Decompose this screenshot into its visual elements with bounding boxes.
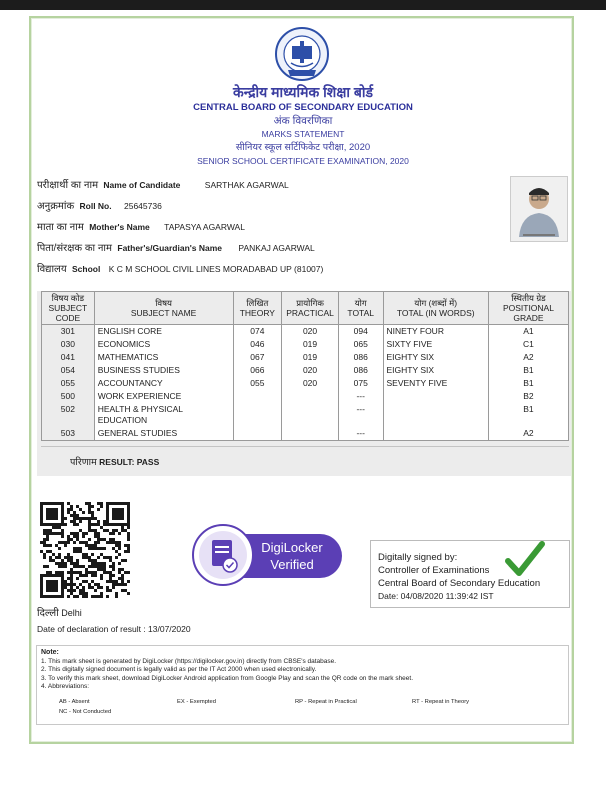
header-english: TOTAL bbox=[347, 308, 375, 318]
notes-box bbox=[36, 645, 569, 725]
theory-marks: 046 bbox=[233, 338, 282, 351]
theory-marks: 067 bbox=[233, 351, 282, 364]
subject-name: ECONOMICS bbox=[94, 338, 233, 351]
father-name-row bbox=[37, 240, 315, 254]
mother-value: TAPASYA AGARWAL bbox=[164, 222, 245, 232]
theory-marks: 055 bbox=[233, 377, 282, 390]
roll-label: Roll No. bbox=[79, 201, 112, 211]
theory-marks bbox=[233, 390, 282, 403]
positional-grade: B1 bbox=[488, 403, 568, 427]
total-marks: 086 bbox=[338, 351, 383, 364]
note-item: 4. Abbreviations: bbox=[41, 683, 90, 691]
candidate-photo bbox=[510, 176, 568, 242]
subject-name: ACCOUNTANCY bbox=[94, 377, 233, 390]
total-marks: --- bbox=[338, 427, 383, 441]
board-name: CENTRAL BOARD OF SECONDARY EDUCATION bbox=[193, 102, 413, 113]
header-hindi: योग (शब्दों में) bbox=[414, 298, 458, 308]
practical-marks: 020 bbox=[282, 325, 339, 339]
theory-marks bbox=[233, 403, 282, 427]
subject-code: 500 bbox=[42, 390, 95, 403]
marksheet-title-hindi: अंक विवरणिका bbox=[273, 115, 333, 127]
abbreviation: NC - Not Conducted bbox=[59, 709, 112, 715]
total-marks: --- bbox=[338, 403, 383, 427]
header-practical bbox=[282, 292, 339, 325]
header-grade bbox=[488, 292, 568, 325]
total-marks: 075 bbox=[338, 377, 383, 390]
total-in-words bbox=[383, 390, 488, 403]
table-row bbox=[42, 403, 569, 427]
header-hindi: योग bbox=[354, 298, 367, 308]
candidate-name-label-hindi: परीक्षार्थी का नाम bbox=[37, 180, 99, 191]
mother-name-row bbox=[37, 219, 245, 233]
subject-code: 041 bbox=[42, 351, 95, 364]
total-in-words: EIGHTY SIX bbox=[383, 364, 488, 377]
total-marks: 065 bbox=[338, 338, 383, 351]
abbreviation: RT - Repeat in Theory bbox=[412, 699, 470, 705]
header-hindi: विषय कोड bbox=[51, 293, 85, 303]
header-words bbox=[383, 292, 488, 325]
abbreviation: AB - Absent bbox=[59, 699, 90, 705]
candidate-name-value: SARTHAK AGARWAL bbox=[204, 180, 289, 190]
positional-grade: B1 bbox=[488, 364, 568, 377]
note-item: 1. This mark sheet is generated by DigiLocker (https://digilocker.gov.in) directly from CBSE's database. bbox=[41, 657, 337, 665]
positional-grade: A1 bbox=[488, 325, 568, 339]
header-english: POSITIONAL GRADE bbox=[502, 303, 554, 323]
header-english: SUBJECT CODE bbox=[48, 303, 88, 323]
total-marks: 086 bbox=[338, 364, 383, 377]
roll-number-row bbox=[37, 198, 162, 212]
subject-name: ENGLISH CORE bbox=[94, 325, 233, 339]
practical-marks bbox=[282, 427, 339, 441]
place-hindi: दिल्ली bbox=[37, 608, 59, 619]
positional-grade: A2 bbox=[488, 351, 568, 364]
total-in-words: SEVENTY FIVE bbox=[383, 377, 488, 390]
positional-grade: B2 bbox=[488, 390, 568, 403]
mother-label-hindi: माता का नाम bbox=[37, 222, 84, 233]
header-hindi: स्थितीय ग्रेड bbox=[511, 293, 546, 303]
place-english: Delhi bbox=[61, 608, 82, 618]
signature-line-2: Controller of Examinations bbox=[378, 565, 490, 576]
table-row bbox=[42, 351, 569, 364]
digilocker-label: DigiLocker bbox=[261, 540, 323, 555]
table-row bbox=[42, 325, 569, 339]
school-label: School bbox=[72, 264, 101, 274]
table-row bbox=[42, 377, 569, 390]
note-item: 3. To verify this mark sheet, download DigiLocker Android application from Google Play and scan the QR code on the mark sheet. bbox=[41, 674, 414, 682]
exam-title: SENIOR SCHOOL CERTIFICATE EXAMINATION, 2020 bbox=[197, 156, 409, 166]
subject-code: 301 bbox=[42, 325, 95, 339]
digital-signature-box bbox=[370, 540, 570, 608]
table-row bbox=[42, 338, 569, 351]
place-row bbox=[37, 605, 82, 619]
school-value: K C M SCHOOL CIVIL LINES MORADABAD UP (81007) bbox=[108, 264, 324, 274]
subject-code: 030 bbox=[42, 338, 95, 351]
positional-grade: C1 bbox=[488, 338, 568, 351]
signature-line-1: Digitally signed by: bbox=[378, 552, 458, 563]
total-in-words: NINETY FOUR bbox=[383, 325, 488, 339]
table-row bbox=[42, 427, 569, 441]
total-marks: --- bbox=[338, 390, 383, 403]
subject-name: WORK EXPERIENCE bbox=[94, 390, 233, 403]
header-subject bbox=[94, 292, 233, 325]
exam-title-hindi: सीनियर स्कूल सर्टिफिकेट परीक्षा, 2020 bbox=[235, 142, 371, 153]
abbreviation: EX - Exempted bbox=[177, 699, 216, 705]
subject-code: 502 bbox=[42, 403, 95, 427]
result-label-hindi: परिणाम bbox=[70, 457, 97, 468]
total-in-words: SIXTY FIVE bbox=[383, 338, 488, 351]
subject-name: GENERAL STUDIES bbox=[94, 427, 233, 441]
cbse-logo bbox=[274, 26, 330, 82]
subject-name: BUSINESS STUDIES bbox=[94, 364, 233, 377]
total-marks: 094 bbox=[338, 325, 383, 339]
qr-code bbox=[40, 502, 130, 598]
subject-code: 055 bbox=[42, 377, 95, 390]
practical-marks bbox=[282, 390, 339, 403]
header-english: SUBJECT NAME bbox=[130, 308, 197, 318]
practical-marks: 020 bbox=[282, 364, 339, 377]
note-title: Note: bbox=[41, 649, 59, 656]
subject-name: MATHEMATICS bbox=[94, 351, 233, 364]
header-total bbox=[338, 292, 383, 325]
header-english: TOTAL (IN WORDS) bbox=[396, 308, 475, 318]
top-dark-bar bbox=[0, 0, 606, 10]
practical-marks: 019 bbox=[282, 338, 339, 351]
candidate-name-row bbox=[37, 177, 289, 191]
school-label-hindi: विद्यालय bbox=[37, 264, 67, 275]
roll-label-hindi: अनुक्रमांक bbox=[37, 201, 75, 212]
father-value: PANKAJ AGARWAL bbox=[238, 243, 315, 253]
header-english: PRACTICAL bbox=[286, 308, 334, 318]
roll-value: 25645736 bbox=[123, 201, 162, 211]
header-hindi: विषय bbox=[155, 298, 172, 308]
theory-marks: 074 bbox=[233, 325, 282, 339]
positional-grade: B1 bbox=[488, 377, 568, 390]
marks-table bbox=[41, 291, 569, 441]
signature-line-4: Date: 04/08/2020 11:39:42 IST bbox=[378, 591, 494, 601]
subject-code: 054 bbox=[42, 364, 95, 377]
declaration-date: Date of declaration of result : 13/07/2020 bbox=[37, 624, 191, 634]
total-in-words: EIGHTY SIX bbox=[383, 351, 488, 364]
theory-marks: 066 bbox=[233, 364, 282, 377]
table-header-row bbox=[42, 292, 569, 325]
note-item: 2. This digitally signed document is legally valid as per the IT Act 2000 when used electronically. bbox=[41, 666, 317, 674]
verified-label: Verified bbox=[270, 557, 314, 572]
candidate-name-label: Name of Candidate bbox=[103, 180, 181, 190]
total-in-words bbox=[383, 403, 488, 427]
header-hindi: प्रायोगिक bbox=[296, 298, 324, 308]
positional-grade: A2 bbox=[488, 427, 568, 441]
father-label: Father's/Guardian's Name bbox=[117, 243, 223, 253]
father-label-hindi: पिता/संरक्षक का नाम bbox=[37, 243, 112, 254]
result-row bbox=[70, 455, 159, 468]
practical-marks bbox=[282, 403, 339, 427]
checkmark-icon bbox=[504, 541, 546, 577]
table-row bbox=[42, 364, 569, 377]
practical-marks: 020 bbox=[282, 377, 339, 390]
subject-code: 503 bbox=[42, 427, 95, 441]
school-row bbox=[37, 261, 323, 275]
result-value: RESULT: PASS bbox=[99, 457, 160, 467]
divider bbox=[41, 446, 569, 447]
digilocker-verified-badge bbox=[192, 524, 344, 586]
marks-section bbox=[37, 291, 571, 476]
practical-marks: 019 bbox=[282, 351, 339, 364]
header-english: THEORY bbox=[239, 308, 275, 318]
marksheet-title: MARKS STATEMENT bbox=[261, 129, 345, 139]
subject-name: HEALTH & PHYSICAL EDUCATION bbox=[94, 403, 233, 427]
table-row bbox=[42, 390, 569, 403]
header-theory bbox=[233, 292, 282, 325]
signature-line-3: Central Board of Secondary Education bbox=[378, 578, 541, 589]
header-hindi: लिखित bbox=[246, 298, 269, 308]
abbreviation: RP - Repeat in Practical bbox=[295, 699, 357, 705]
header-code bbox=[42, 292, 95, 325]
marks-table-body bbox=[42, 325, 569, 441]
total-in-words bbox=[383, 427, 488, 441]
theory-marks bbox=[233, 427, 282, 441]
board-name-hindi: केन्द्रीय माध्यमिक शिक्षा बोर्ड bbox=[233, 84, 373, 100]
mother-label: Mother's Name bbox=[89, 222, 150, 232]
